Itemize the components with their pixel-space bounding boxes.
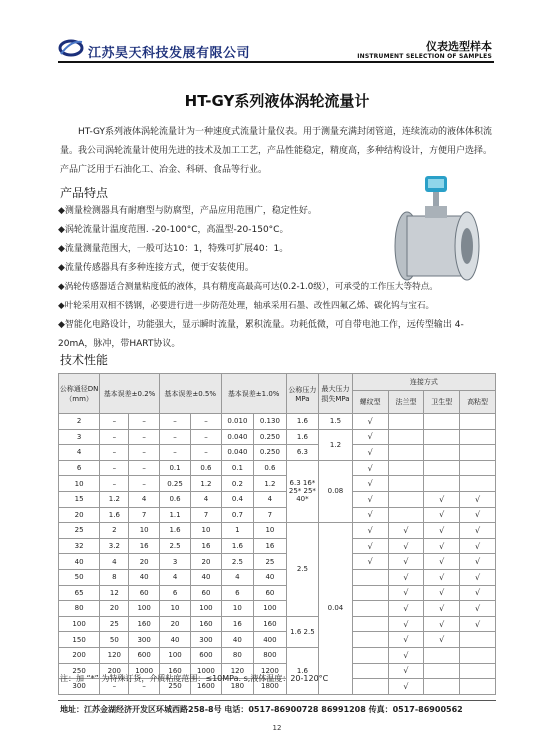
cell-pressure: 1.6 2.5 [286, 616, 319, 647]
cell-a2: 4 [129, 491, 159, 507]
cell-pressure-loss: 1.5 [319, 414, 353, 430]
cell-b1: 3 [159, 554, 190, 570]
cell-connection-t: √ [352, 429, 388, 445]
cell-a1: 1.6 [100, 507, 129, 523]
cell-connection-h [460, 445, 496, 461]
cell-connection-f [388, 491, 424, 507]
cell-c2: 0.6 [254, 460, 287, 476]
cell-a1: – [100, 445, 129, 461]
cell-dn: 65 [59, 585, 100, 601]
cell-connection-f: √ [388, 601, 424, 617]
catalog-label-en: INSTRUMENT SELECTION OF SAMPLES [357, 53, 492, 60]
cell-b1: – [159, 429, 190, 445]
cell-c2: 0.250 [254, 445, 287, 461]
table-row [59, 601, 496, 617]
cell-c2: 400 [254, 632, 287, 648]
cell-connection-f: √ [388, 585, 424, 601]
cell-c2: 0.250 [254, 429, 287, 445]
cell-dn: 15 [59, 491, 100, 507]
cell-dn: 4 [59, 445, 100, 461]
cell-c1: 4 [221, 569, 254, 585]
cell-b2: 40 [191, 569, 221, 585]
cell-c2: 7 [254, 507, 287, 523]
cell-connection-f [388, 429, 424, 445]
cell-b2: 7 [191, 507, 221, 523]
cell-b2: 0.6 [191, 460, 221, 476]
cell-c2: 1200 [254, 663, 287, 679]
cell-connection-h: √ [460, 491, 496, 507]
cell-dn: 100 [59, 616, 100, 632]
cell-dn: 3 [59, 429, 100, 445]
cell-a2: – [129, 429, 159, 445]
cell-connection-h [460, 632, 496, 648]
cell-b1: 40 [159, 632, 190, 648]
cell-connection-t: √ [352, 554, 388, 570]
cell-connection-t [352, 569, 388, 585]
cell-a1: – [100, 476, 129, 492]
table-row [59, 476, 496, 492]
cell-dn: 300 [59, 679, 100, 695]
features-heading: 产品特点 [60, 186, 109, 200]
cell-connection-s: √ [424, 632, 460, 648]
cell-a2: 160 [129, 616, 159, 632]
cell-dn: 2 [59, 414, 100, 430]
cell-dn: 150 [59, 632, 100, 648]
cell-c1: 180 [221, 679, 254, 695]
cell-connection-h [460, 679, 496, 695]
cell-dn: 200 [59, 647, 100, 663]
cell-c2: 1800 [254, 679, 287, 695]
cell-b2: 4 [191, 491, 221, 507]
cell-b1: 20 [159, 616, 190, 632]
cell-b2: 60 [191, 585, 221, 601]
cell-b2: 1600 [191, 679, 221, 695]
cell-connection-f [388, 507, 424, 523]
cell-b1: 250 [159, 679, 190, 695]
cell-b1: 1.1 [159, 507, 190, 523]
cell-connection-f: √ [388, 538, 424, 554]
cell-c1: 0.010 [221, 414, 254, 430]
feature-item: ◆流量测量范围大，一般可达10：1，特殊可扩展40：1。 [58, 244, 289, 254]
cell-a2: 1000 [129, 663, 159, 679]
cell-b2: – [191, 414, 221, 430]
cell-a2: – [129, 445, 159, 461]
cell-b2: 160 [191, 616, 221, 632]
spec-table [58, 373, 496, 695]
cell-connection-t: √ [352, 523, 388, 539]
flowmeter-image [385, 176, 485, 286]
header-pressure-loss: 最大压力损失MPa [319, 374, 353, 414]
cell-connection-f: √ [388, 523, 424, 539]
cell-a1: 3.2 [100, 538, 129, 554]
cell-connection-h [460, 647, 496, 663]
cell-b2: 300 [191, 632, 221, 648]
intro-paragraph: HT-GY系列液体涡轮流量计为一种速度式流量计量仪表。用于测量充满封闭管道，连续流动的液体体积流量。我公司涡轮流量计使用先进的技术及加工工艺，产品性能稳定，精度高，多种结构设计，方便用户选择。产品广泛用于石油化工、冶金、科研、食品等行业。 [60, 127, 493, 175]
cell-a2: 7 [129, 507, 159, 523]
cell-b2: 1000 [191, 663, 221, 679]
cell-pressure-loss: 0.08 [319, 460, 353, 522]
table-row [59, 523, 496, 539]
feature-item: ◆涡轮传感器适合测量粘度低的液体，具有精度高最高可达(0.2-1.0级），可承受的工作压大等特点。 [58, 282, 438, 292]
cell-connection-h: √ [460, 585, 496, 601]
table-row [59, 569, 496, 585]
cell-a2: 100 [129, 601, 159, 617]
table-row [59, 460, 496, 476]
cell-a2: 300 [129, 632, 159, 648]
header-high-viscosity: 高粘型 [460, 391, 496, 414]
header-error-10: 基本误差±1.0% [221, 374, 286, 414]
cell-c2: 0.130 [254, 414, 287, 430]
cell-b1: – [159, 414, 190, 430]
cell-a1: – [100, 414, 129, 430]
table-row [59, 647, 496, 663]
spec-heading: 技术性能 [60, 353, 109, 367]
table-row [59, 414, 496, 430]
cell-pressure: 1.6 [286, 414, 319, 430]
cell-b2: 16 [191, 538, 221, 554]
page-title: HT-GY系列液体涡轮流量计 [184, 92, 370, 110]
table-row [59, 445, 496, 461]
cell-dn: 25 [59, 523, 100, 539]
cell-connection-s: √ [424, 616, 460, 632]
cell-c1: 0.040 [221, 429, 254, 445]
cell-a1: 1.2 [100, 491, 129, 507]
cell-a1: – [100, 679, 129, 695]
cell-connection-t [352, 632, 388, 648]
cell-connection-s [424, 414, 460, 430]
cell-dn: 250 [59, 663, 100, 679]
cell-connection-f: √ [388, 569, 424, 585]
cell-connection-t [352, 601, 388, 617]
cell-b1: 100 [159, 647, 190, 663]
cell-connection-s [424, 647, 460, 663]
cell-a1: 4 [100, 554, 129, 570]
cell-connection-t [352, 585, 388, 601]
page-number: 12 [272, 724, 282, 732]
cell-a2: 16 [129, 538, 159, 554]
cell-a1: 120 [100, 647, 129, 663]
cell-connection-h: √ [460, 554, 496, 570]
cell-dn: 10 [59, 476, 100, 492]
cell-c1: 40 [221, 632, 254, 648]
cell-a2: 600 [129, 647, 159, 663]
cell-pressure-loss: 1.2 [319, 429, 353, 460]
cell-a1: 50 [100, 632, 129, 648]
cell-c1: 2.5 [221, 554, 254, 570]
cell-c2: 4 [254, 491, 287, 507]
cell-c1: 10 [221, 601, 254, 617]
cell-pressure-loss: 0.04 [319, 523, 353, 695]
header-connection: 连接方式 [352, 374, 495, 391]
cell-c1: 1.6 [221, 538, 254, 554]
cell-connection-s: √ [424, 569, 460, 585]
cell-pressure: 6.3 16* 25* 25* 40* [286, 460, 319, 522]
cell-b1: 6 [159, 585, 190, 601]
cell-a1: 20 [100, 601, 129, 617]
cell-c2: 25 [254, 554, 287, 570]
cell-connection-f [388, 460, 424, 476]
cell-connection-f: √ [388, 647, 424, 663]
cell-b1: – [159, 445, 190, 461]
cell-c1: 120 [221, 663, 254, 679]
cell-b1: 0.1 [159, 460, 190, 476]
cell-pressure: 2.5 [286, 523, 319, 617]
cell-connection-h [460, 460, 496, 476]
cell-pressure: 1.6 [286, 647, 319, 694]
feature-item: ◆智能化电路设计，功能强大，显示瞬时流量，累积流量。功耗低微，可自带电池工作，远传型输出 4-20mA，脉冲，带HART协议。 [58, 320, 464, 349]
cell-c2: 1.2 [254, 476, 287, 492]
cell-pressure: 6.3 [286, 445, 319, 461]
cell-connection-s [424, 679, 460, 695]
cell-c1: 0.4 [221, 491, 254, 507]
cell-c2: 800 [254, 647, 287, 663]
cell-c1: 1 [221, 523, 254, 539]
header-error-05: 基本误差±0.5% [159, 374, 221, 414]
cell-c2: 10 [254, 523, 287, 539]
cell-a2: 10 [129, 523, 159, 539]
cell-connection-s [424, 429, 460, 445]
cell-b2: – [191, 445, 221, 461]
cell-a1: 2 [100, 523, 129, 539]
table-row [59, 616, 496, 632]
cell-connection-s: √ [424, 491, 460, 507]
table-row [59, 491, 496, 507]
cell-connection-f: √ [388, 632, 424, 648]
cell-connection-h: √ [460, 601, 496, 617]
header-flange: 法兰型 [388, 391, 424, 414]
header-dn: 公称通径DN（mm） [59, 374, 100, 414]
table-row [59, 554, 496, 570]
feature-item: ◆测量检测器具有耐磨型与防腐型，产品应用范围广，稳定性好。 [58, 206, 317, 216]
cell-c1: 80 [221, 647, 254, 663]
cell-dn: 20 [59, 507, 100, 523]
cell-connection-h: √ [460, 538, 496, 554]
cell-a2: – [129, 414, 159, 430]
cell-connection-t: √ [352, 476, 388, 492]
header-thread: 螺纹型 [352, 391, 388, 414]
cell-connection-f [388, 445, 424, 461]
table-row [59, 429, 496, 445]
cell-a2: 60 [129, 585, 159, 601]
table-row [59, 507, 496, 523]
cell-a2: 20 [129, 554, 159, 570]
company-logo-icon [58, 38, 84, 58]
cell-connection-h [460, 663, 496, 679]
cell-connection-h: √ [460, 507, 496, 523]
cell-connection-t [352, 663, 388, 679]
cell-connection-t [352, 616, 388, 632]
cell-c2: 40 [254, 569, 287, 585]
cell-connection-f [388, 476, 424, 492]
cell-connection-t: √ [352, 491, 388, 507]
cell-connection-s: √ [424, 523, 460, 539]
cell-b1: 4 [159, 569, 190, 585]
cell-connection-t [352, 679, 388, 695]
cell-dn: 6 [59, 460, 100, 476]
cell-connection-s [424, 445, 460, 461]
feature-item: ◆涡轮流量计温度范围. -20-100°C，高温型-20-150°C。 [58, 225, 289, 235]
cell-c1: 16 [221, 616, 254, 632]
cell-connection-f: √ [388, 554, 424, 570]
cell-c1: 0.7 [221, 507, 254, 523]
cell-connection-h: √ [460, 523, 496, 539]
cell-c1: 6 [221, 585, 254, 601]
cell-a1: 12 [100, 585, 129, 601]
cell-a1: 200 [100, 663, 129, 679]
cell-b1: 160 [159, 663, 190, 679]
header-sanitary: 卫生型 [424, 391, 460, 414]
cell-dn: 40 [59, 554, 100, 570]
cell-connection-t [352, 647, 388, 663]
cell-c2: 100 [254, 601, 287, 617]
cell-b1: 0.25 [159, 476, 190, 492]
cell-connection-f: √ [388, 663, 424, 679]
cell-connection-s: √ [424, 601, 460, 617]
cell-b2: – [191, 429, 221, 445]
cell-a1: 8 [100, 569, 129, 585]
cell-connection-s: √ [424, 585, 460, 601]
cell-connection-t: √ [352, 445, 388, 461]
table-row [59, 538, 496, 554]
cell-connection-h [460, 476, 496, 492]
header-divider [58, 61, 494, 63]
cell-b1: 0.6 [159, 491, 190, 507]
company-name: 江苏昊天科技发展有限公司 [88, 46, 251, 61]
cell-connection-t: √ [352, 538, 388, 554]
header-error-02: 基本误差±0.2% [100, 374, 160, 414]
header-pressure: 公称压力MPa [286, 374, 319, 414]
cell-connection-f: √ [388, 679, 424, 695]
cell-dn: 80 [59, 601, 100, 617]
cell-pressure: 1.6 [286, 429, 319, 445]
cell-b2: 100 [191, 601, 221, 617]
cell-a1: – [100, 429, 129, 445]
catalog-label: 仪表选型样本 [426, 40, 492, 53]
footer-address: 地址：江苏金湖经济开发区环城西路258-8号 电话：0517-86900728 86991208 传真：0517-86900562 [60, 705, 463, 714]
feature-item: ◆叶轮采用双相不锈钢，必要进行进一步防范处理，轴承采用石墨、改性四氟乙烯、碳化钨与宝石。 [58, 301, 435, 311]
cell-connection-h [460, 414, 496, 430]
cell-a1: – [100, 460, 129, 476]
cell-a1: 25 [100, 616, 129, 632]
cell-connection-f [388, 414, 424, 430]
cell-b2: 1.2 [191, 476, 221, 492]
feature-item: ◆流量传感器具有多种连接方式，便于安装使用。 [58, 263, 254, 273]
cell-connection-t: √ [352, 460, 388, 476]
cell-a2: – [129, 460, 159, 476]
cell-b2: 600 [191, 647, 221, 663]
cell-connection-s: √ [424, 554, 460, 570]
cell-connection-t: √ [352, 414, 388, 430]
cell-c1: 0.1 [221, 460, 254, 476]
cell-b2: 10 [191, 523, 221, 539]
table-row [59, 585, 496, 601]
cell-dn: 32 [59, 538, 100, 554]
cell-b1: 2.5 [159, 538, 190, 554]
cell-a2: – [129, 476, 159, 492]
cell-c1: 0.2 [221, 476, 254, 492]
cell-connection-s [424, 460, 460, 476]
cell-connection-s: √ [424, 507, 460, 523]
cell-c2: 16 [254, 538, 287, 554]
cell-b1: 1.6 [159, 523, 190, 539]
cell-connection-s [424, 663, 460, 679]
cell-connection-s: √ [424, 538, 460, 554]
footer-divider [58, 700, 496, 701]
cell-c1: 0.040 [221, 445, 254, 461]
cell-b2: 20 [191, 554, 221, 570]
cell-b1: 10 [159, 601, 190, 617]
cell-connection-f: √ [388, 616, 424, 632]
cell-dn: 50 [59, 569, 100, 585]
cell-connection-h: √ [460, 569, 496, 585]
cell-connection-h: √ [460, 616, 496, 632]
cell-c2: 60 [254, 585, 287, 601]
cell-connection-t: √ [352, 507, 388, 523]
cell-a2: 40 [129, 569, 159, 585]
table-row [59, 632, 496, 648]
cell-a2: – [129, 679, 159, 695]
cell-connection-s [424, 476, 460, 492]
table-note: 注：加 “*” 为特殊订货，介质粘度范围：≤10MPa. s,液体温度：20-120°C [60, 674, 329, 683]
cell-connection-h [460, 429, 496, 445]
cell-c2: 160 [254, 616, 287, 632]
